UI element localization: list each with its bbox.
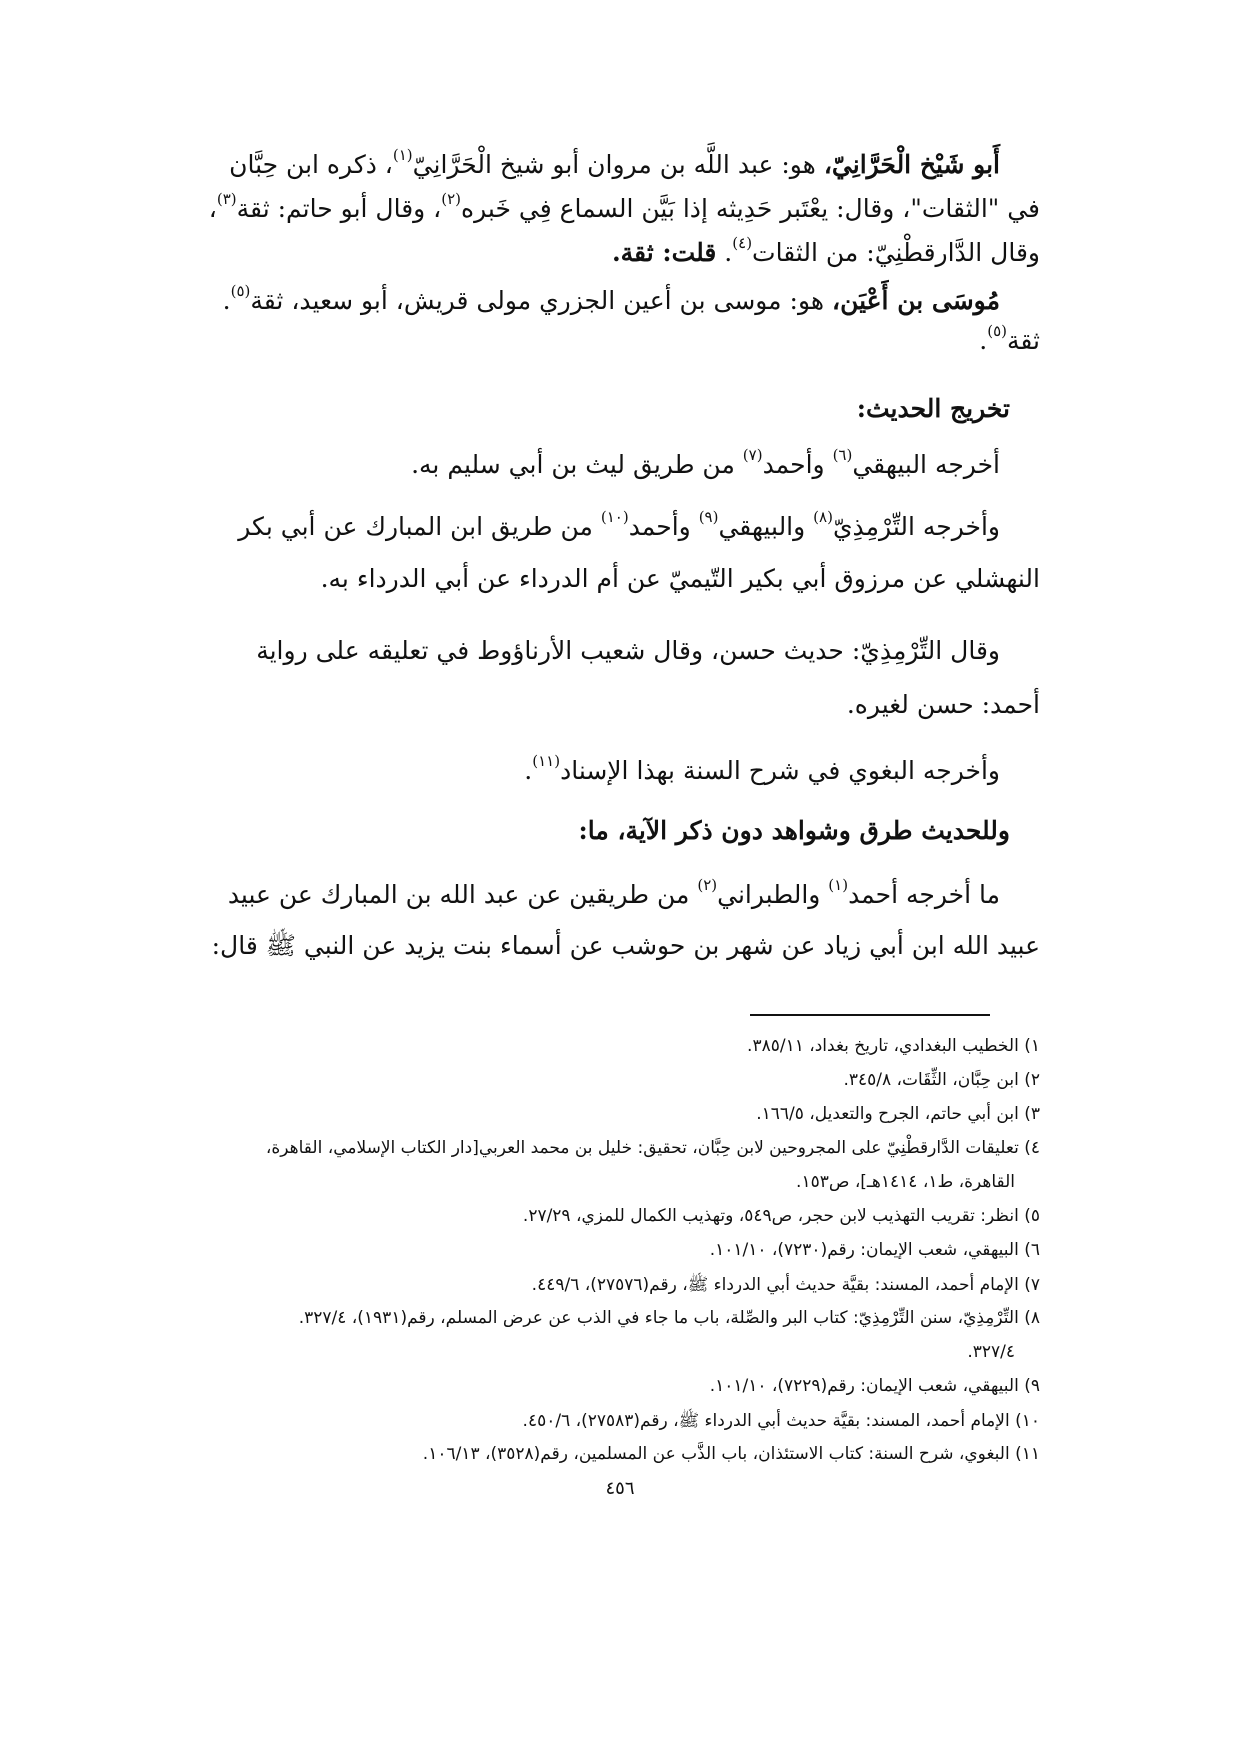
- footnote-continuation: ٣٢٧/٤.: [967, 1342, 1015, 1362]
- text-run: ،: [208, 194, 217, 223]
- paragraph-line: [200, 445, 1040, 479]
- text-run: ثقة: [1006, 326, 1040, 355]
- paragraph-line: النهشلي عن مرزوق أبي بكير التّيميّ عن أم الدرداء عن أبي الدرداء به.: [320, 564, 1040, 593]
- footnote: ١) الخطيب البغدادي، تاريخ بغداد، ٣٨٥/١١.: [747, 1036, 1040, 1056]
- text-run: ، ذكره ابن حِبَّان: [229, 150, 393, 179]
- paragraph-line: [200, 507, 1040, 541]
- paragraph-line: [200, 751, 1040, 785]
- footnote-ref[interactable]: (١): [392, 145, 413, 164]
- text-run: وأحمد: [628, 512, 699, 541]
- text-run: ما أخرجه أحمد: [848, 880, 1000, 909]
- footnote: ١١) البغوي، شرح السنة: كتاب الاستئذان، باب الذَّب عن المسلمين، رقم(٣٥٢٨)، ١٠٦/١٣.: [422, 1444, 1040, 1464]
- text-run: .: [979, 326, 988, 355]
- footnote-ref[interactable]: (٢): [697, 875, 718, 894]
- text-run: .: [716, 238, 733, 267]
- text-run: من طريقين عن عبد الله بن المبارك عن عبيد: [227, 880, 698, 909]
- page-number: ٤٥٦: [605, 1478, 635, 1499]
- paragraph-line: [200, 189, 1040, 223]
- footnote: ٢) ابن حِبَّان، الثِّقَات، ٣٤٥/٨.: [843, 1070, 1040, 1090]
- footnote-separator: [750, 1014, 990, 1016]
- footnote-ref[interactable]: (٨): [813, 507, 833, 526]
- narrator-name: مُوسَى بن أَعْيَن،: [832, 286, 1000, 315]
- footnote: ٨) التِّرْمِذِيّ، سنن التِّرْمِذِيّ: كتاب البر والصِّلة، باب ما جاء في الذب عن عرض المسلم، رقم(١٩٣١)، ٣٢٧/٤.: [298, 1308, 1040, 1328]
- text-run: وأخرجه البغوي في شرح السنة بهذا الإسناد: [560, 756, 1000, 785]
- paragraph-line: [200, 145, 1040, 179]
- footnote-ref[interactable]: (١١): [532, 751, 561, 770]
- footnote-ref[interactable]: (٧): [742, 445, 763, 464]
- text-run: من طريق ليث بن أبي سليم به.: [411, 450, 743, 479]
- text-run: وقال الدَّارقطْنِيّ: من الثقات: [752, 238, 1040, 267]
- footnote-ref[interactable]: (٩): [698, 507, 719, 526]
- footnote: ٥) انظر: تقريب التهذيب لابن حجر، ص٥٤٩، وتهذيب الكمال للمزي، ٢٧/٢٩.: [522, 1206, 1040, 1226]
- footnote: ١٠) الإمام أحمد، المسند: بقيَّة حديث أبي الدرداء ﷺ، رقم(٢٧٥٨٣)، ٤٥٠/٦.: [522, 1411, 1040, 1431]
- narrator-name: أَبو شَيْخ الْحَرَّانِيّ،: [823, 150, 1000, 179]
- footnote-ref[interactable]: (٥): [987, 321, 1007, 340]
- paragraph-line: [200, 281, 1040, 315]
- text-run: ، وقال أبو حاتم: ثقة: [236, 194, 442, 223]
- section-heading: تخريج الحديث:: [856, 394, 1010, 423]
- footnote: ٣) ابن أبي حاتم، الجرح والتعديل، ١٦٦/٥.: [756, 1104, 1040, 1124]
- footnote-ref[interactable]: (٢): [441, 189, 462, 208]
- footnote-ref[interactable]: (١): [828, 875, 849, 894]
- paragraph-line: [200, 321, 1040, 355]
- text-run: .: [222, 286, 231, 315]
- footnote-ref[interactable]: (٣): [216, 189, 237, 208]
- text-run: والطبراني: [717, 880, 829, 909]
- text-run: هو: موسى بن أعين الجزري مولى قريش، أبو سعيد، ثقة: [250, 286, 832, 315]
- section-heading: وللحديث طرق وشواهد دون ذكر الآية، ما:: [578, 816, 1010, 845]
- footnote-ref[interactable]: (١٠): [600, 507, 629, 526]
- text-run: .: [524, 756, 533, 785]
- author-verdict: قلت: ثقة.: [611, 238, 717, 267]
- footnote-ref[interactable]: (٥): [230, 281, 251, 300]
- footnote: ٩) البيهقي، شعب الإيمان: رقم(٧٢٢٩)، ١٠١/١٠.: [709, 1376, 1040, 1396]
- paragraph-line: وقال التِّرْمِذِيّ: حديث حسن، وقال شعيب الأرناؤوط في تعليقه على رواية: [256, 636, 1000, 665]
- paragraph-line: عبيد الله ابن أبي زياد عن شهر بن حوشب عن أسماء بنت يزيد عن النبي ﷺ قال:: [211, 931, 1040, 960]
- paragraph-line: [200, 875, 1040, 909]
- footnote-ref[interactable]: (٦): [832, 445, 853, 464]
- footnote-continuation: القاهرة، ط١، ١٤١٤هـ]، ص١٥٣.: [796, 1172, 1015, 1192]
- text-run: أخرجه البيهقي: [852, 450, 1000, 479]
- footnote: ٧) الإمام أحمد، المسند: بقيَّة حديث أبي الدرداء ﷺ، رقم(٢٧٥٧٦)، ٤٤٩/٦.: [531, 1275, 1040, 1295]
- text-run: هو: عبد اللَّه بن مروان أبو شيخ الْحَرَّانِيّ: [412, 150, 824, 179]
- text-run: والبيهقي: [718, 512, 814, 541]
- text-run: من طريق ابن المبارك عن أبي بكر: [238, 512, 601, 541]
- text-run: وأحمد: [762, 450, 833, 479]
- footnote: ٦) البيهقي، شعب الإيمان: رقم(٧٢٣٠)، ١٠١/١٠.: [709, 1240, 1040, 1260]
- footnote: ٤) تعليقات الدَّارقطْنِيّ على المجروحين لابن حِبَّان، تحقيق: خليل بن محمد العربي[دار الكتاب الإسلامي، القاهرة،: [265, 1138, 1040, 1158]
- text-run: وأخرجه التِّرْمِذِيّ: [832, 512, 1000, 541]
- text-run: في "الثقات"، وقال: يعْتَبر حَدِيثه إذا بَيَّن السماع فِي خَبره: [461, 194, 1040, 223]
- footnote-ref[interactable]: (٤): [732, 233, 753, 252]
- paragraph-line: أحمد: حسن لغيره.: [846, 690, 1040, 719]
- paragraph-line: [200, 233, 1040, 267]
